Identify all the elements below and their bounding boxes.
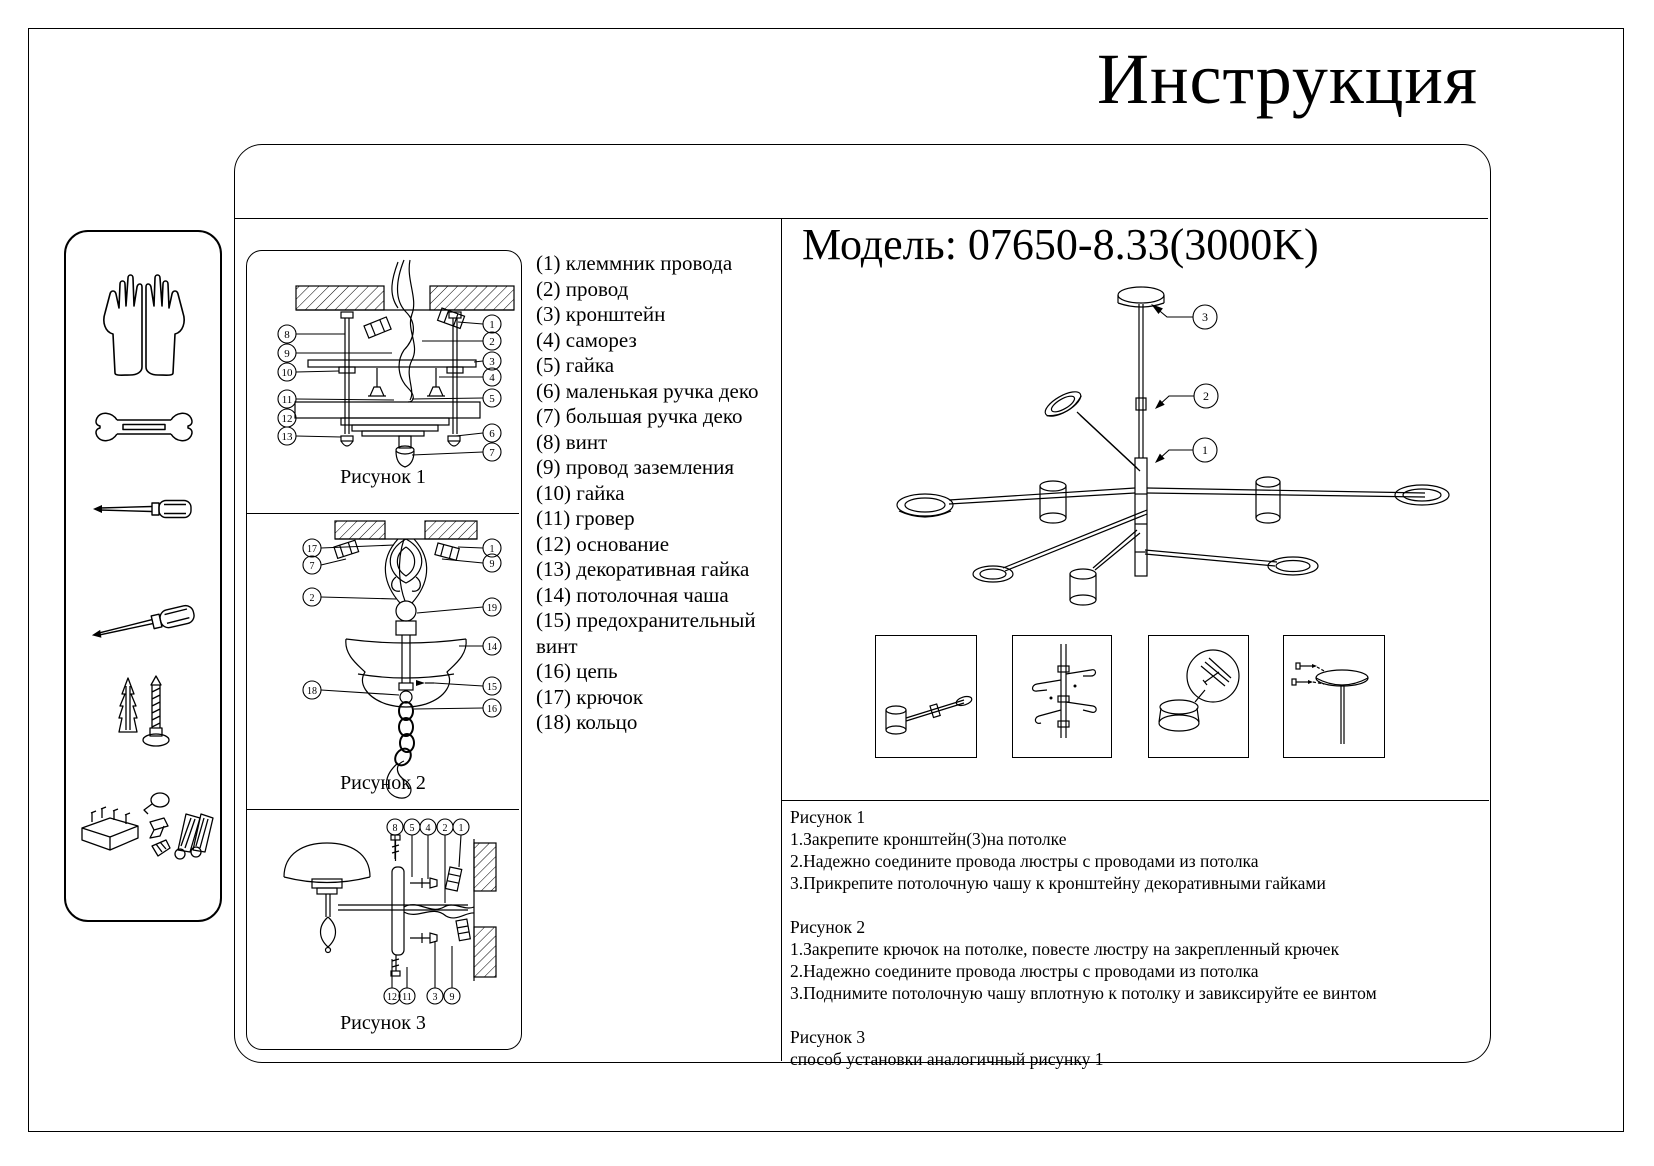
callout-number: 2 bbox=[1203, 389, 1209, 403]
base-plate bbox=[295, 402, 480, 418]
toggle-screw-right bbox=[427, 368, 445, 396]
instruction-block-figure-1 bbox=[790, 806, 1482, 894]
figure-3-drawing bbox=[246, 809, 520, 1046]
callout-number: 17 bbox=[307, 544, 317, 555]
part-item: (8) винт bbox=[536, 429, 608, 454]
instruction-line: 2.Надежно соедините провода люстры с проводами из потолка bbox=[790, 851, 1259, 871]
instructions-divider bbox=[782, 800, 1489, 801]
callout-number: 5 bbox=[489, 393, 495, 405]
callout-number: 3 bbox=[432, 992, 438, 1003]
part-item: (17) крючок bbox=[536, 684, 644, 709]
part-item: (1) клеммник провода bbox=[536, 251, 733, 275]
part-item: (13) декоративная гайка bbox=[536, 557, 750, 581]
callout-number: 2 bbox=[442, 823, 448, 834]
part-item: (14) потолочная чаша bbox=[536, 582, 729, 607]
callout-number: 8 bbox=[392, 823, 398, 834]
wire-terminal-left bbox=[364, 317, 391, 338]
wall-plate bbox=[392, 867, 404, 955]
part-item: (16) цепь bbox=[536, 659, 618, 683]
chain bbox=[392, 702, 414, 768]
arm-lower-left bbox=[973, 510, 1147, 582]
page-title: Инструкция bbox=[1096, 39, 1478, 119]
callout-number: 13 bbox=[281, 431, 293, 443]
fig3-callouts-bottom bbox=[384, 942, 460, 1004]
callout-number: 4 bbox=[489, 372, 495, 384]
part-item: (10) гайка bbox=[536, 480, 625, 505]
instruction-block-figure-3 bbox=[790, 1026, 1482, 1070]
part-item: (4) саморез bbox=[536, 327, 637, 352]
callout-number: 9 bbox=[489, 559, 495, 570]
gloves-icon bbox=[94, 270, 194, 378]
figure-2-drawing bbox=[246, 513, 520, 809]
arm-left bbox=[897, 481, 1135, 523]
callout-number: 3 bbox=[1202, 310, 1208, 324]
arm-lower-right bbox=[1145, 550, 1318, 575]
instruction-line: 2.Надежно соедините провода люстры с проводами из потолка bbox=[790, 961, 1259, 981]
figure-1-label: Рисунок 1 bbox=[340, 466, 426, 488]
callout-number: 16 bbox=[487, 704, 497, 715]
instruction-heading: Рисунок 1 bbox=[790, 807, 866, 827]
callout-number: 11 bbox=[281, 394, 293, 406]
part-item: (9) провод заземления bbox=[536, 455, 735, 479]
chandelier-diagram bbox=[825, 262, 1470, 607]
instruction-line: 1.Закрепите кронштейн(3)на потолке bbox=[790, 829, 1067, 849]
wires bbox=[392, 260, 415, 402]
wires bbox=[385, 539, 426, 603]
part-item: (5) гайка bbox=[536, 353, 615, 377]
callout-number: 18 bbox=[307, 686, 317, 697]
sconce-shade bbox=[284, 843, 370, 953]
wires bbox=[404, 905, 474, 918]
suspension-ball bbox=[396, 601, 416, 621]
callout-number: 19 bbox=[487, 603, 497, 614]
toggle-screw-left bbox=[368, 368, 386, 396]
model-title: Модель: 07650-8.33(3000K) bbox=[802, 220, 1319, 269]
callout-number: 12 bbox=[281, 413, 293, 425]
ceiling-hook bbox=[390, 539, 422, 591]
step-4-canopy-drawing bbox=[1284, 636, 1384, 757]
callout-number: 7 bbox=[309, 561, 315, 572]
wire-terminal-right bbox=[435, 543, 459, 560]
instruction-heading: Рисунок 3 bbox=[790, 1027, 866, 1047]
callout-number: 7 bbox=[489, 447, 495, 459]
callout-number: 11 bbox=[402, 992, 412, 1003]
callout-number: 8 bbox=[284, 329, 290, 341]
instruction-block-figure-2 bbox=[790, 916, 1482, 1004]
callout-number: 9 bbox=[449, 992, 455, 1003]
arm-upper-left bbox=[1042, 387, 1140, 471]
canopy bbox=[1118, 287, 1164, 307]
tools-sidebar bbox=[64, 230, 222, 922]
diagram-callouts bbox=[1151, 304, 1218, 463]
callout-number: 3 bbox=[489, 356, 495, 368]
fig2-callouts-left bbox=[303, 539, 399, 699]
callout-number: 1 bbox=[489, 319, 495, 331]
flat-screwdriver-icon bbox=[90, 494, 196, 524]
callout-number: 2 bbox=[489, 336, 495, 348]
step-box-4 bbox=[1283, 635, 1385, 758]
wire-terminal-lower bbox=[456, 919, 470, 941]
step-1-arm-drawing bbox=[876, 636, 976, 757]
assembly-instructions bbox=[790, 806, 1482, 1092]
phillips-screwdriver-icon bbox=[84, 588, 202, 650]
wrench-icon bbox=[92, 404, 196, 450]
wire-terminal-left bbox=[334, 540, 359, 558]
step-2-hub-drawing bbox=[1013, 636, 1111, 757]
figure-3-label: Рисунок 3 bbox=[340, 1012, 426, 1034]
part-item: (2) провод bbox=[536, 276, 629, 301]
callout-number: 10 bbox=[281, 367, 293, 379]
instruction-heading: Рисунок 2 bbox=[790, 917, 866, 937]
wall-anchor-and-screw-icon bbox=[110, 674, 174, 754]
bracket-bar bbox=[308, 360, 476, 367]
wire-terminal-upper bbox=[445, 867, 461, 891]
instruction-line: способ установки аналогичный рисунку 1 bbox=[790, 1049, 1104, 1069]
part-item: (12) основание bbox=[536, 531, 670, 556]
callout-number: 1 bbox=[489, 544, 495, 555]
instruction-line: 3.Поднимите потолочную чашу вплотную к потолку и завиксируйте ее винтом bbox=[790, 983, 1377, 1003]
arm-right bbox=[1147, 477, 1449, 523]
callout-number: 4 bbox=[425, 823, 431, 834]
callout-number: 12 bbox=[387, 992, 397, 1003]
step-3-shade-drawing bbox=[1149, 636, 1248, 757]
step-box-3 bbox=[1148, 635, 1249, 758]
part-item: (15) предохранительный винт bbox=[536, 608, 756, 658]
callout-number: 1 bbox=[458, 823, 464, 834]
callout-number: 9 bbox=[284, 348, 290, 360]
callout-number: 6 bbox=[489, 428, 495, 440]
step-box-1 bbox=[875, 635, 977, 758]
callout-number: 5 bbox=[409, 823, 415, 834]
instruction-line: 1.Закрепите крючок на потолке, повесте люстру на закрепленный крючек bbox=[790, 939, 1340, 959]
parts-list bbox=[536, 251, 784, 736]
part-item: (11) гровер bbox=[536, 506, 635, 530]
callout-number: 15 bbox=[487, 682, 497, 693]
part-item: (6) маленькая ручка деко bbox=[536, 378, 759, 403]
figure-2-label: Рисунок 2 bbox=[340, 772, 426, 794]
part-item: (3) кронштейн bbox=[536, 302, 666, 326]
step-box-2 bbox=[1012, 635, 1112, 758]
ceiling-bowl bbox=[346, 639, 466, 707]
part-item: (18) кольцо bbox=[536, 710, 638, 734]
part-item: (7) большая ручка деко bbox=[536, 404, 743, 428]
callout-number: 2 bbox=[309, 593, 315, 604]
instruction-line: 3.Прикрепите потолочную чашу к кронштейну декоративными гайками bbox=[790, 873, 1326, 893]
callout-number: 1 bbox=[1202, 443, 1208, 457]
fasteners-kit-icon bbox=[74, 788, 216, 864]
callout-number: 14 bbox=[487, 642, 497, 653]
